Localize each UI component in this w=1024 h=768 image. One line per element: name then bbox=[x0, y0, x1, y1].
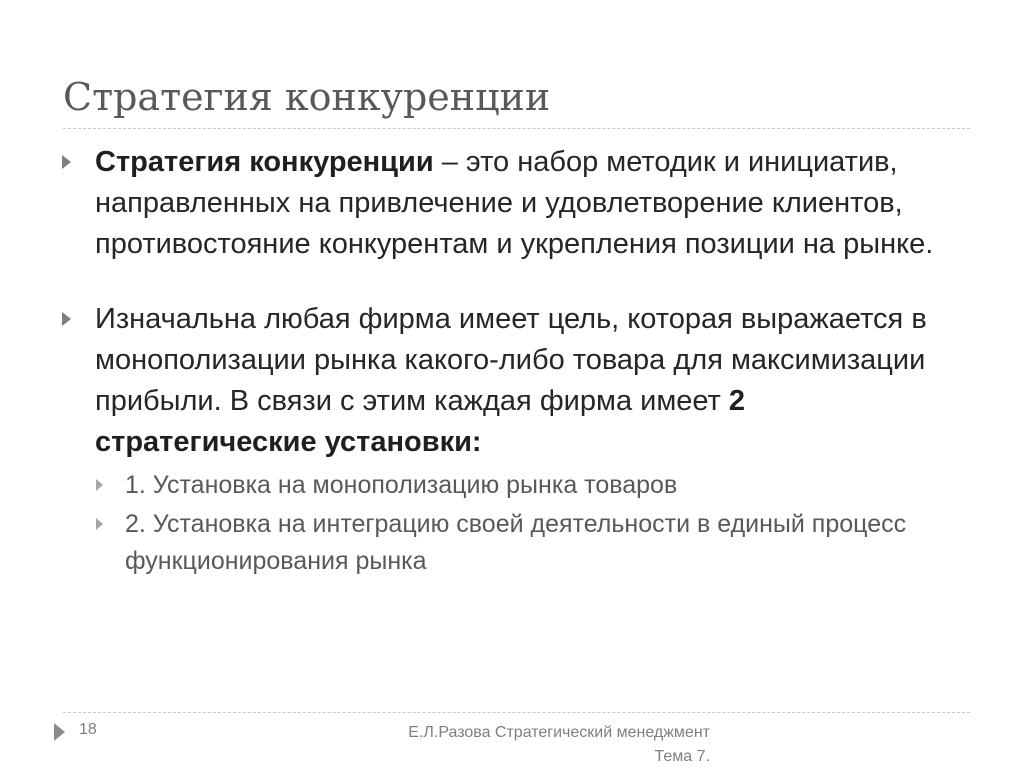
bullet-text: – это набор методик и инициатив, направленных на привлечение и удовлетворение клиентов, противостояние конкурентам и укрепления позиции на рынке. bbox=[95, 146, 934, 260]
footer-author: Е.Л.Разова Стратегический менеджмент bbox=[408, 724, 710, 741]
bullet-triangle-icon bbox=[62, 155, 71, 169]
bullet-text: Изначальна любая фирма имеет цель, которая выражается в монополизации рынка какого-либо товара для максимизации прибыли. В связи с этим каждая фирма имеет bbox=[95, 303, 927, 417]
sub-bullet-item bbox=[95, 467, 962, 504]
footer-topic: Тема 7. bbox=[654, 748, 710, 765]
footer-triangle-icon bbox=[54, 723, 65, 741]
sub-bullet-list bbox=[95, 467, 962, 580]
slide-title: Стратегия конкуренции bbox=[63, 75, 551, 119]
bullet-item bbox=[62, 142, 962, 265]
bullet-bold-term: 2 стратегические установки: bbox=[95, 385, 746, 458]
bullet-item bbox=[62, 299, 962, 580]
sub-bullet-triangle-icon bbox=[96, 479, 103, 491]
slide-content bbox=[62, 142, 962, 580]
sub-bullet-text: 2. Установка на интеграцию своей деятельности в единый процесс функционирования рынка bbox=[125, 510, 907, 575]
footer-divider bbox=[63, 712, 970, 713]
page-number: 18 bbox=[79, 721, 97, 738]
footer-caption bbox=[330, 721, 710, 768]
sub-bullet-item bbox=[95, 506, 962, 580]
bullet-bold-term: Стратегия конкуренции bbox=[95, 146, 434, 178]
title-divider bbox=[63, 128, 970, 129]
bullet-triangle-icon bbox=[62, 312, 71, 326]
sub-bullet-triangle-icon bbox=[96, 518, 103, 530]
sub-bullet-text: 1. Установка на монополизацию рынка товаров bbox=[125, 471, 678, 499]
